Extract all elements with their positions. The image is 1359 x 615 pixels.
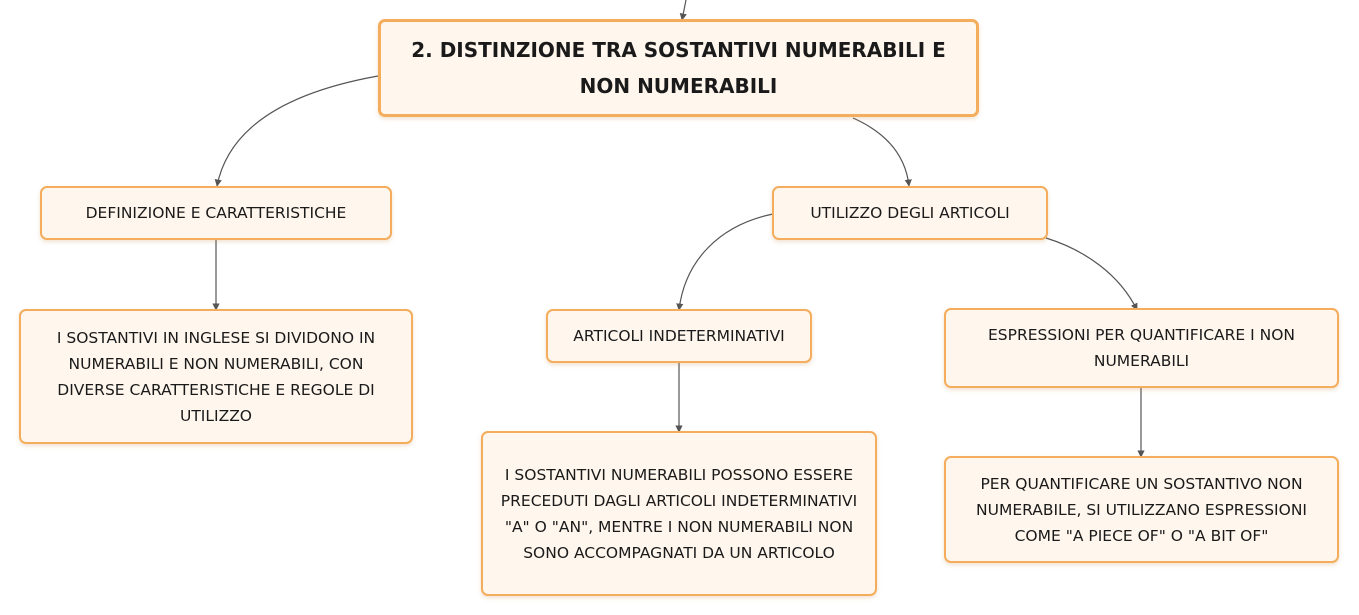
connector-utilizzo-to-espressioni [1046, 238, 1137, 310]
connector-parent-to-root [682, 0, 686, 20]
node-espressioni[interactable] [944, 308, 1339, 388]
connector-root-to-utilizzo [853, 118, 909, 186]
node-definizione-detail-label: I SOSTANTIVI IN INGLESE SI DIVIDONO IN NUMERABILI E NON NUMERABILI, CON DIVERSE CARATTERISTICHE E REGOLE DI UTILIZZO [56, 328, 376, 425]
node-indeterminativi-label: ARTICOLI INDETERMINATIVI [573, 327, 785, 345]
node-indeterminativi-detail-label: I SOSTANTIVI NUMERABILI POSSONO ESSERE PRECEDUTI DAGLI ARTICOLI INDETERMINATIVI "A" O "AN", MENTRE I NON NUMERABILI NON SONO ACCOMPAGNATI DA UN ARTICOLO [500, 465, 858, 562]
node-espressioni-detail[interactable] [944, 456, 1339, 563]
node-utilizzo[interactable] [772, 186, 1048, 240]
connector-utilizzo-to-indeterminativi [679, 214, 773, 310]
node-definizione[interactable] [40, 186, 392, 240]
node-indeterminativi[interactable] [546, 309, 812, 363]
node-definizione-label: DEFINIZIONE E CARATTERISTICHE [85, 204, 347, 222]
node-root-label: 2. DISTINZIONE TRA SOSTANTIVI NUMERABILI E NON NUMERABILI [411, 38, 946, 98]
node-espressioni-label: ESPRESSIONI PER QUANTIFICARE I NON NUMERABILI [988, 326, 1295, 370]
node-espressioni-detail-label: PER QUANTIFICARE UN SOSTANTIVO NON NUMERABILE, SI UTILIZZANO ESPRESSIONI COME "A PIECE OF" O "A BIT OF" [976, 474, 1307, 545]
node-utilizzo-label: UTILIZZO DEGLI ARTICOLI [810, 204, 1010, 222]
node-indeterminativi-detail[interactable] [481, 431, 877, 596]
node-definizione-detail[interactable] [19, 309, 413, 444]
node-root[interactable] [378, 19, 979, 117]
connector-root-to-definizione [217, 76, 378, 186]
